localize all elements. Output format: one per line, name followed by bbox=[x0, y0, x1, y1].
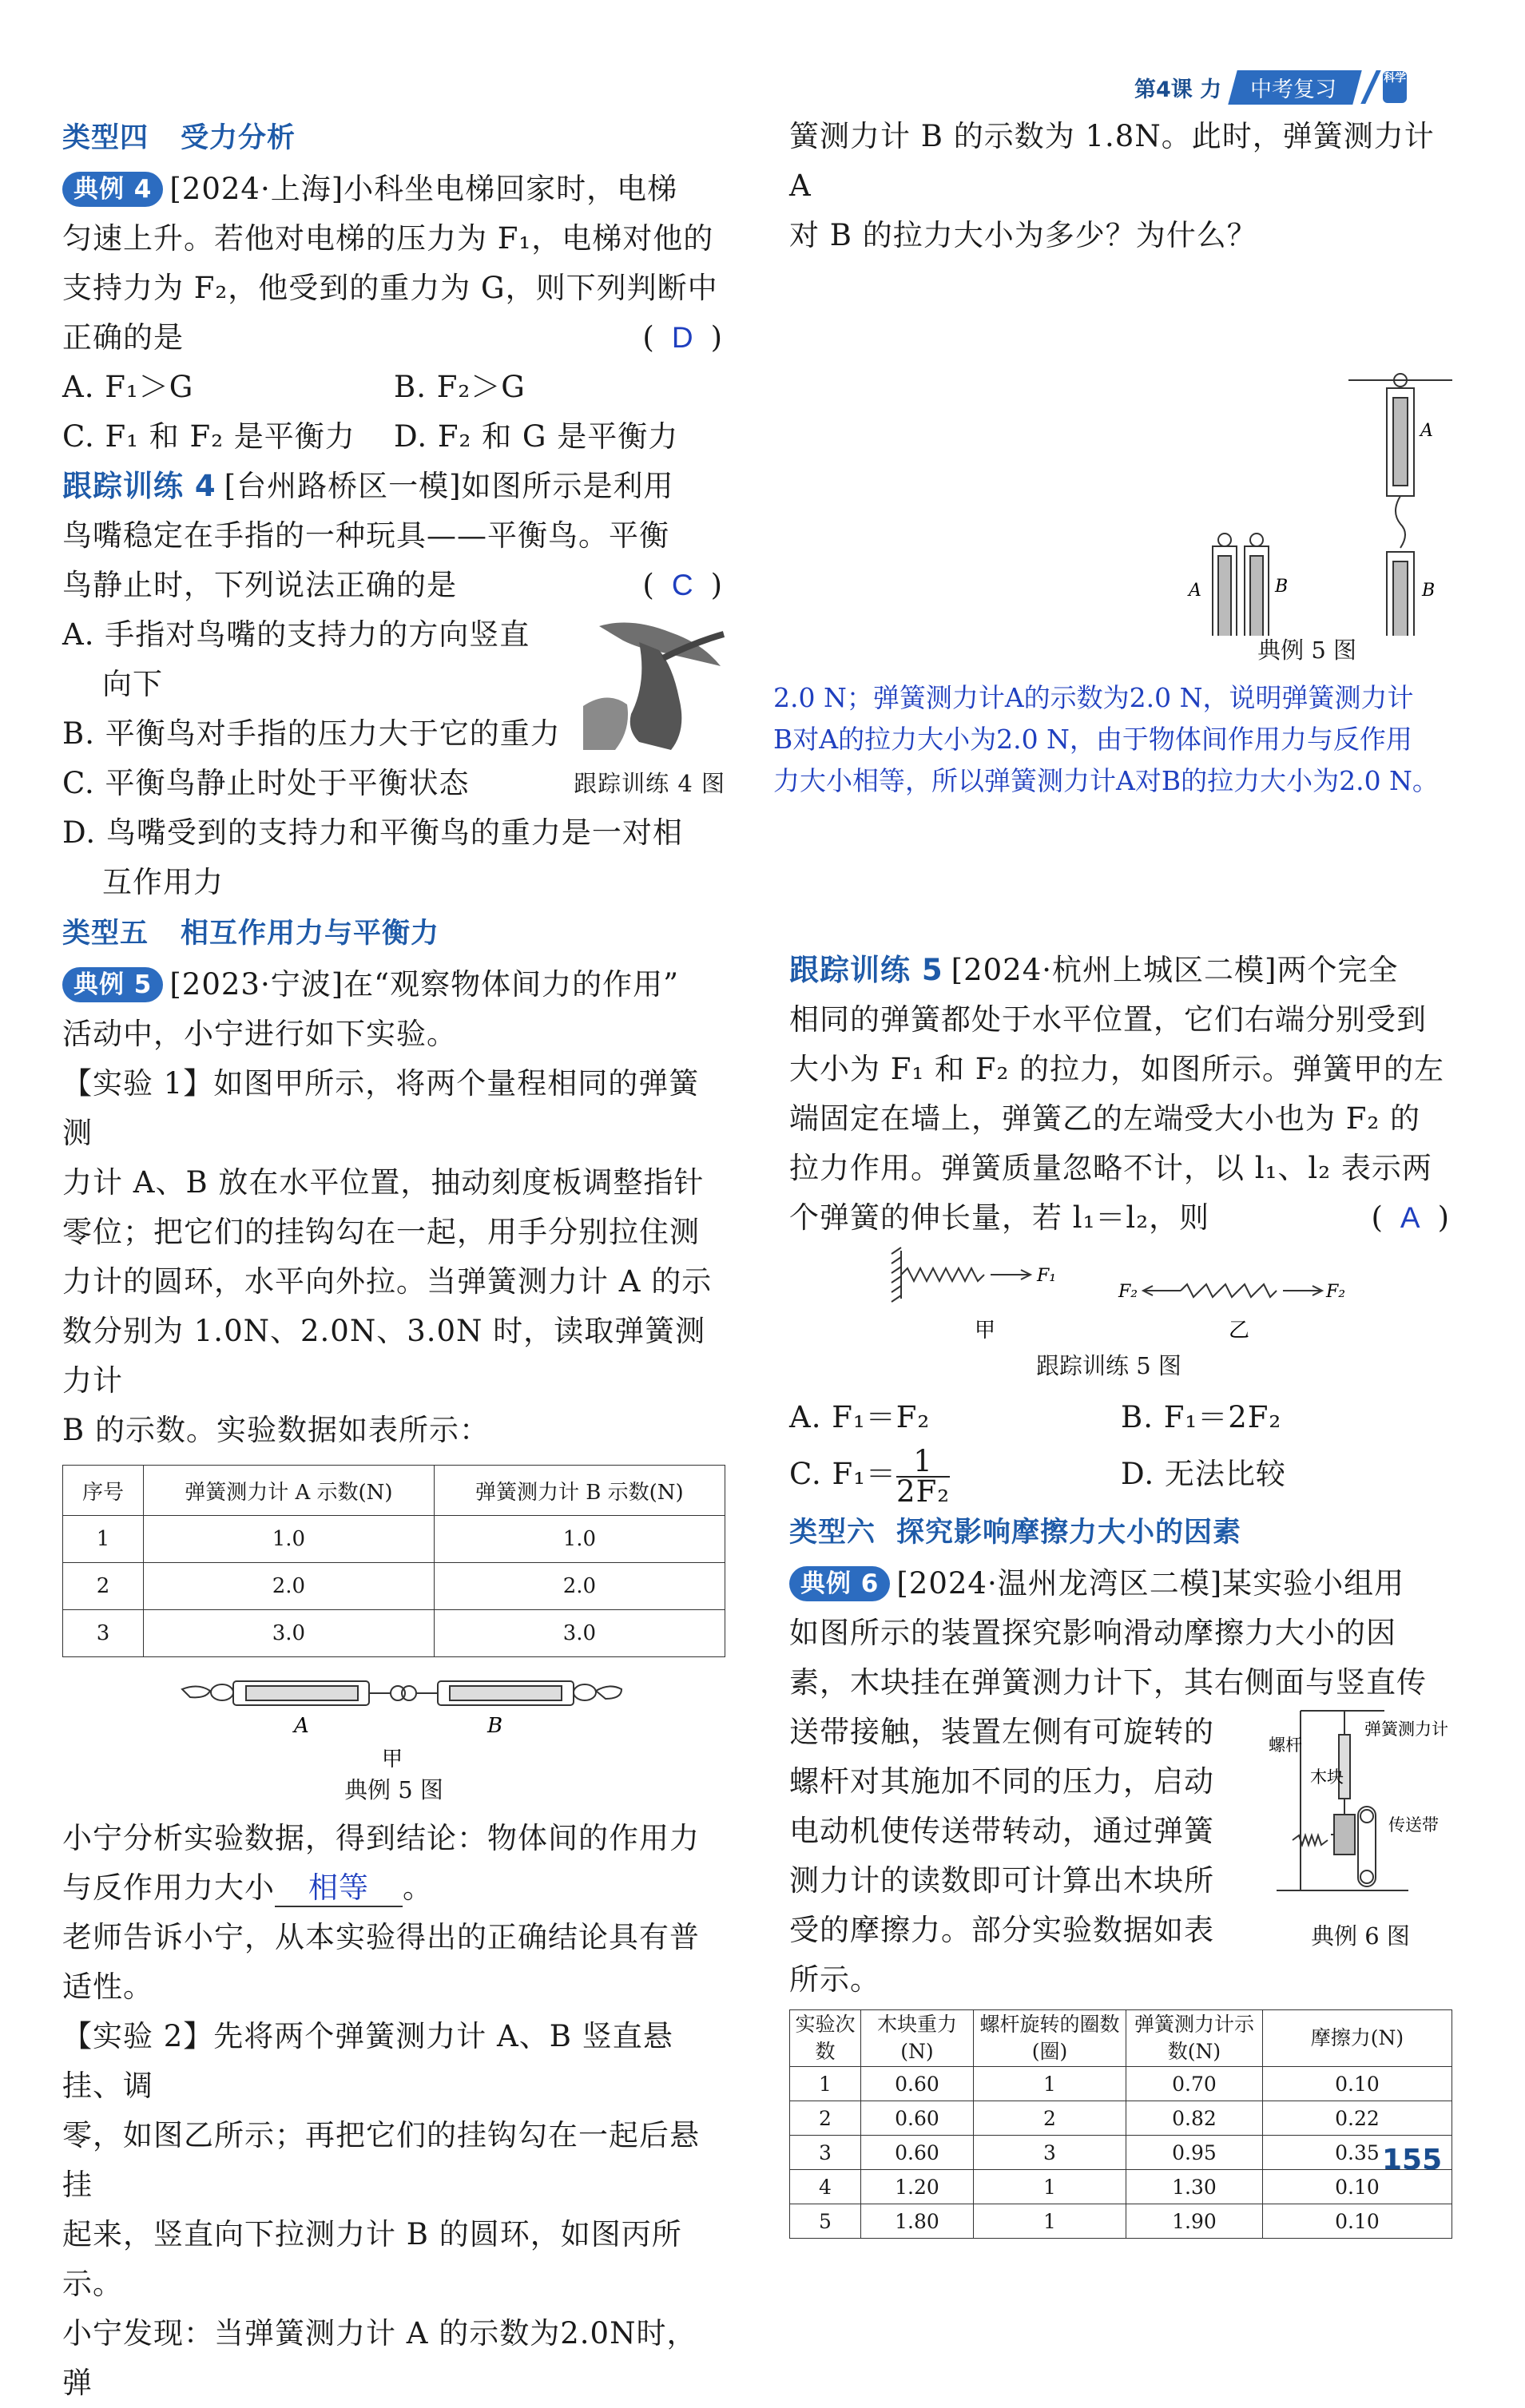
table-header: 摩擦力(N) bbox=[1263, 2010, 1452, 2067]
header-subject: 科学 bbox=[1383, 71, 1407, 103]
question-text: 在“观察物体间力的作用” bbox=[344, 967, 680, 1002]
left-column bbox=[62, 112, 725, 2408]
question-line: 电动机使传送带转动，通过弹簧 bbox=[789, 1814, 1214, 1848]
table-cell: 1.20 bbox=[861, 2170, 974, 2204]
table-row bbox=[790, 2170, 1452, 2204]
question-line bbox=[789, 1193, 1452, 1243]
left-hand-icon bbox=[182, 1686, 210, 1697]
option-b: B. F₂＞G bbox=[394, 370, 526, 404]
track-label: 跟踪训练 5 bbox=[789, 953, 943, 987]
table-cell: 2 bbox=[790, 2101, 861, 2136]
conclusion-line: 小宁分析实验数据，得到结论：物体间的作用力 bbox=[62, 1821, 700, 1855]
fraction-numerator: 1 bbox=[896, 1447, 950, 1478]
screw-icon bbox=[1293, 1835, 1328, 1845]
table-cell: 0.70 bbox=[1126, 2067, 1263, 2101]
track4-options bbox=[62, 610, 725, 907]
table-cell: 0.10 bbox=[1263, 2204, 1452, 2239]
exp1-line: 力计的圆环，水平向外拉。当弹簧测力计 A 的示 bbox=[62, 1264, 713, 1299]
label-a: A bbox=[294, 1714, 309, 1738]
table-cell: 0.35 bbox=[1263, 2136, 1452, 2170]
table-cell: 1 bbox=[974, 2170, 1126, 2204]
friction-apparatus-figure bbox=[1269, 1703, 1452, 1918]
table-header-row bbox=[63, 1466, 725, 1516]
conclusion-line bbox=[62, 1863, 725, 1913]
fraction-denominator: 2F₂ bbox=[896, 1474, 951, 1509]
table-cell: 0.82 bbox=[1126, 2101, 1263, 2136]
table-row bbox=[63, 1610, 725, 1657]
table-cell: 0.60 bbox=[861, 2067, 974, 2101]
question-line: 拉力作用。弹簧质量忽略不计，以 l₁、l₂ 表示两 bbox=[789, 1151, 1432, 1185]
option-c bbox=[62, 759, 725, 808]
label-a-bing: A bbox=[1420, 421, 1433, 441]
question-line: 相同的弹簧都处于水平位置，它们右端分别受到 bbox=[789, 1002, 1427, 1037]
question-line: 匀速上升。若他对电梯的压力为 F₁，电梯对他的 bbox=[62, 221, 714, 256]
options-grid bbox=[789, 1393, 1452, 1509]
question-line: 测力计的读数即可计算出木块所 bbox=[789, 1863, 1214, 1898]
figure-vertical-spring-scales bbox=[789, 260, 1452, 636]
figure-caption: 跟踪训练 4 图 bbox=[574, 770, 725, 797]
question-line: 螺杆对其施加不同的压力，启动 bbox=[789, 1764, 1214, 1799]
answer-choice: A bbox=[1400, 1201, 1424, 1234]
handwritten-answer bbox=[773, 677, 1452, 802]
section-heading-type5 bbox=[62, 907, 725, 960]
question-text: 鸟静止时，下列说法正确的是 bbox=[62, 568, 457, 602]
option-c-text: C. 平衡鸟静止时处于平衡状态 bbox=[62, 766, 470, 800]
question-text: 两个完全 bbox=[1277, 953, 1399, 987]
table-cell: 1 bbox=[63, 1516, 144, 1563]
table-cell: 0.22 bbox=[1263, 2101, 1452, 2136]
section-title: 相互作用力与平衡力 bbox=[181, 918, 440, 950]
question-line bbox=[62, 313, 725, 363]
question-text: 正确的是 bbox=[62, 320, 184, 355]
exp2-line: 【实验 2】先将两个弹簧测力计 A、B 竖直悬挂、调 bbox=[62, 2019, 673, 2103]
label-belt: 传送带 bbox=[1388, 1815, 1439, 1835]
option-c: C. F₁ 和 F₂ 是平衡力 bbox=[62, 419, 355, 454]
example-badge: 典例 5 bbox=[62, 967, 163, 1002]
table-cell: 0.60 bbox=[861, 2101, 974, 2136]
question-line bbox=[789, 946, 1452, 995]
table-row bbox=[790, 2204, 1452, 2239]
table-header: 实验次数 bbox=[790, 2010, 861, 2067]
table-row bbox=[790, 2101, 1452, 2136]
option-d-continued: 互作用力 bbox=[102, 865, 224, 899]
table-cell: 3 bbox=[790, 2136, 861, 2170]
option-b: B. 平衡鸟对手指的压力大于它的重力 bbox=[62, 716, 561, 751]
table-row bbox=[790, 2136, 1452, 2170]
continued-line: 对 B 的拉力大小为多少？为什么？ bbox=[789, 218, 1257, 252]
data-table-example5 bbox=[62, 1465, 725, 1657]
answer-line: B对A的拉力大小为2.0 N，由于物体间作用力与反作用 bbox=[773, 724, 1412, 755]
question-line bbox=[62, 165, 725, 214]
table-cell: 1 bbox=[790, 2067, 861, 2101]
table-header: 弹簧测力计 B 示数(N) bbox=[434, 1466, 725, 1516]
section-number: 类型四 bbox=[62, 122, 149, 154]
block-icon bbox=[1334, 1815, 1355, 1855]
table-header: 木块重力(N) bbox=[861, 2010, 974, 2067]
table-cell: 0.60 bbox=[861, 2136, 974, 2170]
answer-line: 力大小相等，所以弹簧测力计A对B的拉力大小为2.0 N。 bbox=[773, 765, 1439, 796]
table-cell: 2 bbox=[63, 1563, 144, 1610]
label-b-bing: B bbox=[1422, 581, 1436, 601]
table-cell: 3 bbox=[974, 2136, 1126, 2170]
table-cell: 3 bbox=[63, 1610, 144, 1657]
table-cell: 3.0 bbox=[144, 1610, 435, 1657]
exp1-line: 力计 A、B 放在水平位置，抽动刻度板调整指针 bbox=[62, 1165, 705, 1200]
figure-caption: 典例 5 图 bbox=[344, 1776, 443, 1803]
exp2-line: 小宁发现：当弹簧测力计 A 的示数为2.0N时，弹 bbox=[62, 2316, 697, 2400]
table-header: 弹簧测力计示数(N) bbox=[1126, 2010, 1263, 2067]
question-text: 如图所示是利用 bbox=[461, 469, 674, 503]
continued-line: 簧测力计 B 的示数为 1.8N。此时，弹簧测力计 A bbox=[789, 119, 1435, 203]
question-source: [2024·杭州上城区二模] bbox=[951, 953, 1277, 987]
table-cell: 4 bbox=[790, 2170, 861, 2204]
figure-horizontal-springs bbox=[789, 1243, 1452, 1347]
exp1-line: B 的示数。实验数据如表所示： bbox=[62, 1413, 490, 1447]
table-cell: 5 bbox=[790, 2204, 861, 2239]
answer-bracket: ( D ) bbox=[642, 320, 725, 355]
section-title: 探究影响摩擦力大小的因素 bbox=[896, 1517, 1242, 1549]
table-cell: 1.0 bbox=[434, 1516, 725, 1563]
section-heading-type4 bbox=[62, 112, 725, 165]
table-header-row bbox=[790, 2010, 1452, 2067]
question-line bbox=[62, 561, 725, 610]
ring-icon bbox=[1250, 534, 1263, 546]
question-line: 送带接触，装置左侧有可旋转的 bbox=[789, 1715, 1214, 1749]
table-cell: 0.95 bbox=[1126, 2136, 1263, 2170]
label-f2-right: F₂ bbox=[1326, 1282, 1346, 1302]
question-line: 素，木块挂在弹簧测力计下，其右侧面与竖直传 bbox=[789, 1665, 1427, 1700]
section-number: 类型五 bbox=[62, 918, 149, 950]
page-number: 155 bbox=[1382, 2144, 1443, 2176]
answer-bracket: ( A ) bbox=[1371, 1200, 1452, 1235]
exp1-line: 数分别为 1.0N、2.0N、3.0N 时，读取弹簧测力计 bbox=[62, 1314, 706, 1398]
table-cell: 1.0 bbox=[144, 1516, 435, 1563]
fraction bbox=[896, 1443, 951, 1509]
table-header: 弹簧测力计 A 示数(N) bbox=[144, 1466, 435, 1516]
balance-bird-image bbox=[583, 610, 725, 754]
figure-caption: 典例 6 图 bbox=[1311, 1922, 1410, 1950]
answer-bracket: ( C ) bbox=[642, 568, 725, 602]
exp2-line: 起来，竖直向下拉测力计 B 的圆环，如图丙所示。 bbox=[62, 2217, 682, 2301]
figure-caption: 跟踪训练 5 图 bbox=[1036, 1352, 1181, 1379]
conclusion-text: 与反作用力大小 bbox=[62, 1870, 275, 1905]
answer-blank: 相等 bbox=[275, 1870, 403, 1907]
section-number: 类型六 bbox=[789, 1517, 876, 1549]
question-line: 大小为 F₁ 和 F₂ 的拉力，如图所示。弹簧甲的左 bbox=[789, 1052, 1445, 1086]
section-title: 受力分析 bbox=[181, 122, 296, 154]
page-header bbox=[1134, 67, 1407, 107]
header-lesson: 第4课 力 bbox=[1134, 77, 1222, 102]
option-d: D. 鸟嘴受到的支持力和平衡鸟的重力是一对相 bbox=[62, 815, 683, 850]
ring-icon bbox=[1218, 534, 1231, 546]
teacher-line: 适性。 bbox=[62, 1970, 153, 2004]
question-text: 小科坐电梯回家时，电梯 bbox=[344, 172, 678, 206]
example-badge: 典例 4 bbox=[62, 172, 163, 207]
data-table-example6 bbox=[789, 2009, 1452, 2239]
spring-scale-icon bbox=[1339, 1735, 1350, 1799]
exp2-line: 零，如图乙所示；再把它们的挂钩勾在一起后悬挂 bbox=[62, 2118, 700, 2202]
question-source: [台州路桥区一模] bbox=[224, 469, 462, 503]
question-line bbox=[789, 1559, 1452, 1609]
question-text: 某实验小组用 bbox=[1222, 1566, 1405, 1601]
section-heading-type6 bbox=[789, 1506, 1452, 1559]
question-source: [2024·上海] bbox=[169, 172, 344, 206]
question-line: 活动中，小宁进行如下实验。 bbox=[62, 1017, 457, 1051]
answer-line: 2.0 N；弹簧测力计A的示数为2.0 N，说明弹簧测力计 bbox=[773, 682, 1414, 713]
header-slash-decoration bbox=[1360, 70, 1381, 104]
teacher-line: 老师告诉小宁，从本实验得出的正确结论具有普 bbox=[62, 1920, 700, 1954]
exp1-line: 零位；把它们的挂钩勾在一起，用手分别拉住测 bbox=[62, 1215, 700, 1249]
right-column bbox=[773, 112, 1452, 2239]
question-source: [2023·宁波] bbox=[169, 967, 344, 1002]
figure-horizontal-spring-scales bbox=[62, 1667, 725, 1771]
table-cell: 1.30 bbox=[1126, 2170, 1263, 2204]
option-a-continued: 向下 bbox=[102, 667, 163, 701]
ring-icon bbox=[211, 1684, 233, 1700]
label-f1: F₁ bbox=[1037, 1266, 1057, 1286]
conclusion-end: 。 bbox=[403, 1870, 433, 1905]
option-a: A. 手指对鸟嘴的支持力的方向竖直 bbox=[62, 617, 530, 652]
answer-choice: D bbox=[671, 321, 697, 354]
question-line: 受的摩擦力。部分实验数据如表 bbox=[789, 1913, 1214, 1947]
table-row bbox=[790, 2067, 1452, 2101]
question-line: 如图所示的装置探究影响滑动摩擦力大小的因 bbox=[789, 1616, 1396, 1650]
label-jia: 甲 bbox=[382, 1747, 403, 1771]
table-row bbox=[63, 1516, 725, 1563]
question-line: 鸟嘴稳定在手指的一种玩具——平衡鸟。平衡 bbox=[62, 518, 669, 553]
label-yi: 乙 bbox=[1229, 1319, 1250, 1343]
track5-block bbox=[789, 946, 1452, 1509]
question-line bbox=[62, 960, 725, 1010]
table-header: 序号 bbox=[63, 1466, 144, 1516]
table-row bbox=[63, 1563, 725, 1610]
table-cell: 0.10 bbox=[1263, 2067, 1452, 2101]
label-a: A bbox=[1189, 581, 1201, 601]
table-cell: 1 bbox=[974, 2067, 1126, 2101]
option-c bbox=[789, 1442, 1121, 1509]
label-block: 木块 bbox=[1310, 1767, 1344, 1787]
table-cell: 2.0 bbox=[144, 1563, 435, 1610]
label-screw: 螺杆 bbox=[1269, 1736, 1302, 1755]
answer-choice: C bbox=[671, 569, 697, 601]
exp1-line: 【实验 1】如图甲所示，将两个量程相同的弹簧测 bbox=[62, 1066, 700, 1150]
option-a: A. F₁＞G bbox=[62, 370, 194, 404]
question-line: 支持力为 F₂，他受到的重力为 G，则下列判断中 bbox=[62, 271, 718, 305]
option-d: D. F₂ 和 G 是平衡力 bbox=[394, 419, 679, 454]
table-cell: 3.0 bbox=[434, 1610, 725, 1657]
options-grid bbox=[62, 363, 725, 462]
question-source: [2024·温州龙湾区二模] bbox=[896, 1566, 1223, 1601]
label-b: B bbox=[1275, 577, 1289, 597]
table-cell: 1.90 bbox=[1126, 2204, 1263, 2239]
table-cell: 0.10 bbox=[1263, 2170, 1452, 2204]
table-header: 螺杆旋转的圈数(圈) bbox=[974, 2010, 1126, 2067]
header-tab-label: 中考复习 bbox=[1250, 77, 1337, 102]
question-line bbox=[62, 462, 725, 511]
label-f2-left: F₂ bbox=[1118, 1282, 1138, 1302]
table-cell: 1 bbox=[974, 2204, 1126, 2239]
option-d: D. 无法比较 bbox=[1121, 1457, 1286, 1491]
figure-caption: 典例 5 图 bbox=[1257, 637, 1356, 664]
example6-side-block bbox=[789, 1708, 1452, 1955]
table-cell: 2 bbox=[974, 2101, 1126, 2136]
label-b: B bbox=[487, 1714, 503, 1738]
table-cell: 1.80 bbox=[861, 2204, 974, 2239]
label-jia: 甲 bbox=[975, 1319, 996, 1343]
question-line: 端固定在墙上，弹簧乙的左端受大小也为 F₂ 的 bbox=[789, 1101, 1421, 1136]
label-spring: 弹簧测力计 bbox=[1364, 1720, 1448, 1739]
option-a: A. F₁＝F₂ bbox=[789, 1400, 931, 1434]
question-line: 所示。 bbox=[789, 1962, 880, 1997]
example-badge: 典例 6 bbox=[789, 1566, 890, 1601]
option-b: B. F₁＝2F₂ bbox=[1121, 1400, 1282, 1434]
question-text: 个弹簧的伸长量，若 l₁＝l₂，则 bbox=[789, 1200, 1210, 1235]
table-cell: 2.0 bbox=[434, 1563, 725, 1610]
option-c-prefix: C. F₁＝ bbox=[789, 1457, 897, 1491]
header-tab bbox=[1228, 70, 1362, 105]
right-hand-icon bbox=[596, 1686, 622, 1699]
track-label: 跟踪训练 4 bbox=[62, 469, 216, 503]
